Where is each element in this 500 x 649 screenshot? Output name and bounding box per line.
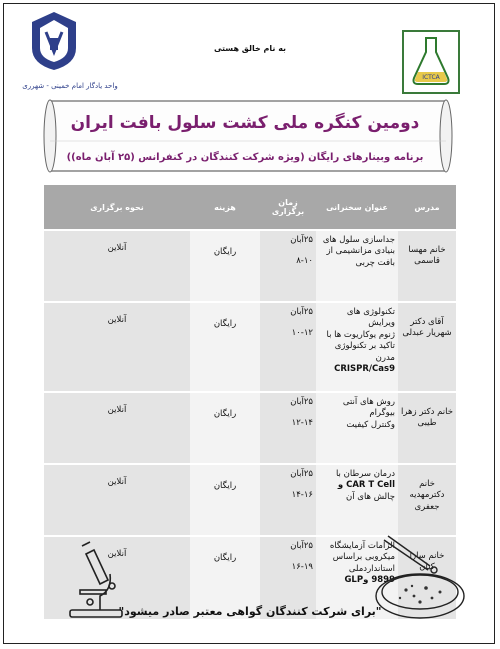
time-cell: [260, 230, 316, 302]
ictca-logo: [402, 30, 460, 94]
title-line: چالش های آن: [345, 491, 395, 502]
title-cell: [316, 230, 398, 302]
cost-cell: رایگان: [190, 392, 260, 464]
mode-cell: آنلاین: [44, 302, 190, 392]
table-row: [44, 392, 456, 464]
title-line: استانداردملی: [348, 563, 395, 574]
time-slot: ۱۶-۱۹: [291, 562, 313, 573]
title-line-bold: 9899 وGLP: [344, 575, 395, 586]
page-title: دومین کنگره ملی کشت سلول بافت ایران: [70, 113, 420, 133]
mode-cell: آنلاین: [44, 392, 190, 464]
time-cell: [260, 464, 316, 536]
university-name: واحد یادگار امام خمینی - شهرری: [22, 82, 118, 90]
col-header-cost: هزینه: [190, 185, 260, 230]
time-slot: ۸-۱۰: [296, 256, 313, 267]
table-row: [44, 230, 456, 302]
time-date: ۲۵آبان: [290, 541, 313, 551]
certificate-note: "برای شرکت کنندگان گواهی معتبر صادر میشود": [118, 605, 382, 618]
title-cell: [316, 392, 398, 464]
title-line: درمان سرطان با: [335, 469, 395, 479]
time-slot: ۱۴-۱۶: [291, 490, 313, 501]
title-line: روش های آنتی بیوگرام: [342, 397, 395, 419]
title-line: بنیادی مزانشیمی از: [326, 246, 395, 257]
col-header-title: عنوان سخنرانی: [316, 185, 398, 230]
title-line: تاکید بر تکنولوژی: [334, 341, 395, 352]
page-subtitle: برنامه وبینارهای رایگان (ویژه شرکت کنندگان در کنفرانس (۲۵ آبان ماه)): [66, 152, 424, 163]
mode-cell: آنلاین: [44, 230, 190, 302]
col-header-lecturer: مدرس: [398, 185, 456, 230]
table-row: [44, 464, 456, 536]
col-header-time: زمان برگزاری: [260, 185, 316, 230]
table-header-row: [44, 185, 456, 230]
time-cell: [260, 392, 316, 464]
lecturer-cell: آقای دکتر شهریار عبدلی: [398, 302, 456, 392]
flask-icon: [404, 32, 458, 92]
lecturer-cell: خانم مهسا قاسمی: [398, 230, 456, 302]
time-cell: [260, 302, 316, 392]
title-cell: [316, 302, 398, 392]
time-slot: ۱۲-۱۴: [291, 418, 313, 429]
university-logo-icon: [24, 8, 84, 74]
time-date: ۲۵آبان: [290, 307, 313, 317]
cost-cell: رایگان: [190, 536, 260, 620]
time-date: ۲۵آبان: [290, 235, 313, 245]
cost-cell: رایگان: [190, 302, 260, 392]
scroll-banner: [42, 95, 454, 177]
title-line: تکنولوژی های ویرایش: [346, 307, 395, 329]
title-line: میکروبی براساس: [332, 552, 395, 563]
col-header-mode: نحوه برگزاری: [44, 185, 190, 230]
title-cell: [316, 464, 398, 536]
title-line: جداسازی سلول های: [322, 235, 395, 245]
time-date: ۲۵آبان: [290, 469, 313, 479]
title-line: مدرن: [375, 352, 395, 363]
cost-cell: رایگان: [190, 230, 260, 302]
title-line: بافت چربی: [355, 257, 395, 268]
table-row: [44, 302, 456, 392]
lecturer-cell: خانم سارا کیان: [398, 536, 456, 620]
time-date: ۲۵آبان: [290, 397, 313, 407]
lecturer-cell: خانم دکترمهدیه جعفری: [398, 464, 456, 536]
time-slot: ۱۰-۱۲: [291, 328, 313, 339]
cost-cell: رایگان: [190, 464, 260, 536]
lecturer-cell: خانم دکتر زهرا طیبی: [398, 392, 456, 464]
title-line: الزامات آزمایشگاه: [329, 541, 395, 551]
title-line-bold: CRISPR/Cas9: [334, 364, 395, 375]
mode-cell: آنلاین: [44, 536, 190, 620]
ictca-label: ICTCA: [422, 74, 440, 81]
mode-cell: آنلاین: [44, 464, 190, 536]
title-line: CAR T Cell و: [337, 480, 395, 491]
title-line: وکنترل کیفیت: [346, 419, 395, 430]
bismillah-heading: به نام خالق هستی: [213, 44, 287, 53]
title-line: ژنوم یوکاریوت ها با: [326, 329, 395, 340]
